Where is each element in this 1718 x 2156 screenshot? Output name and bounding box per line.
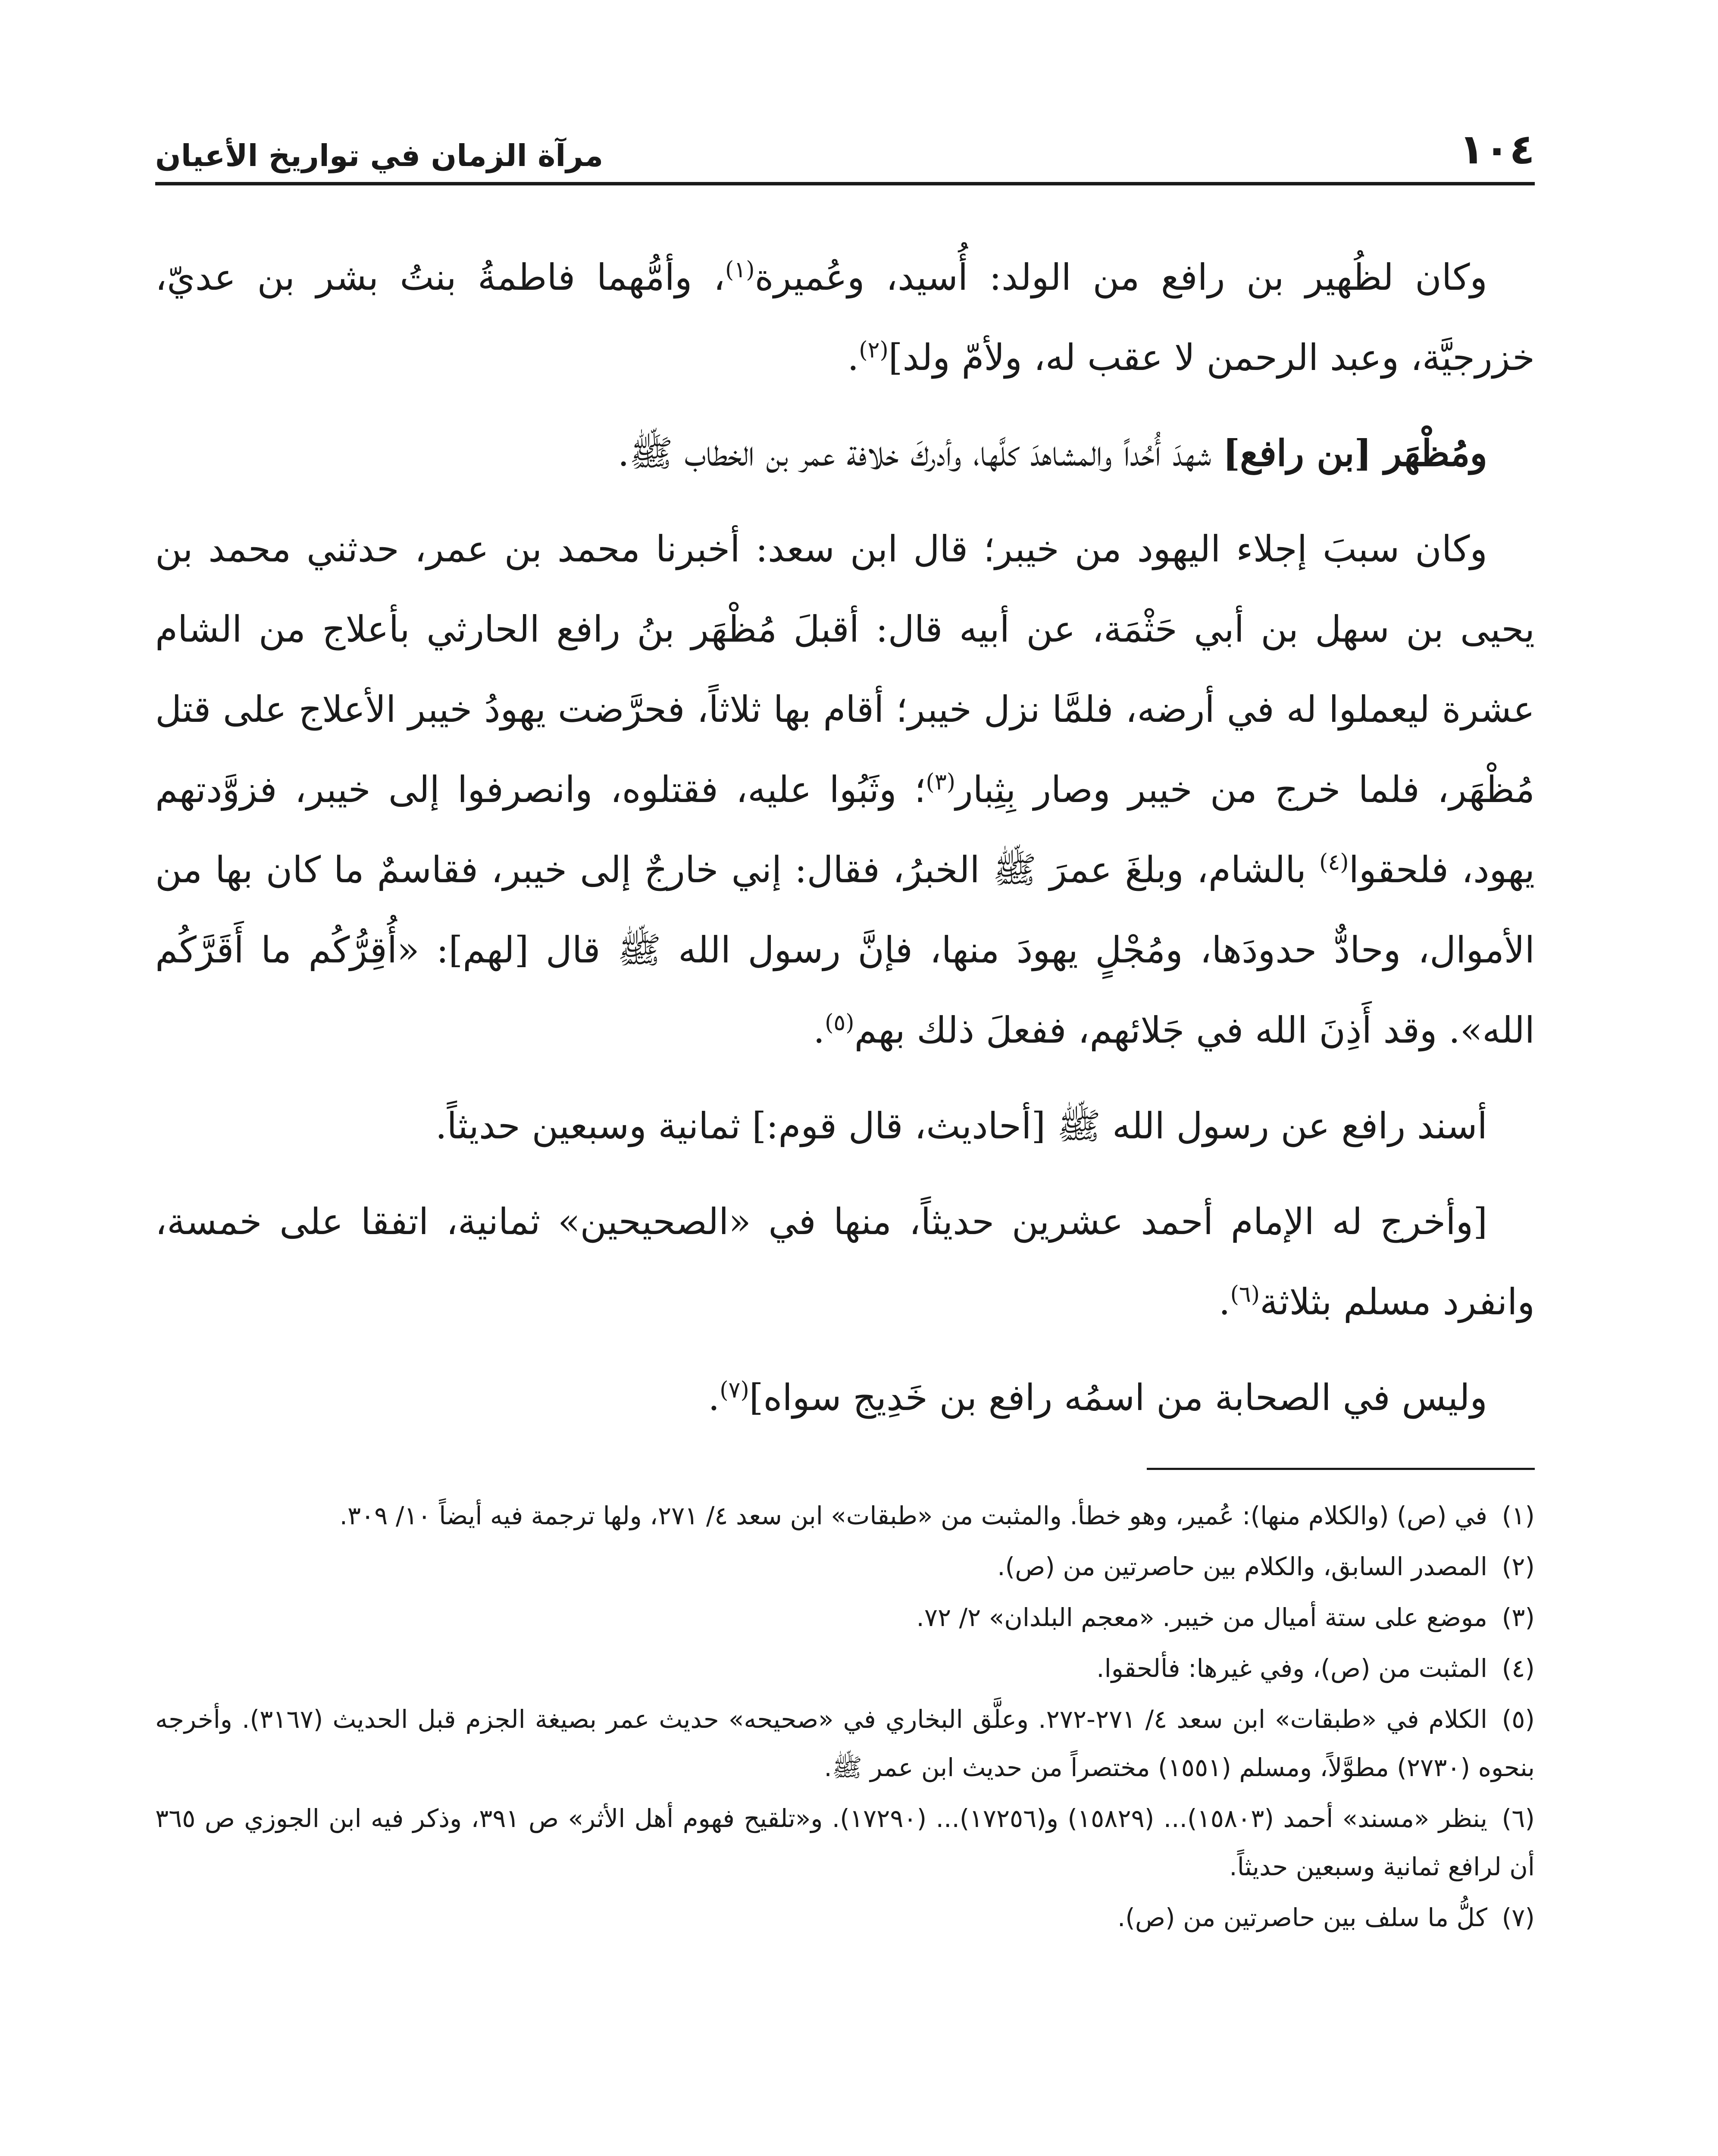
paragraph-text: ، وأمُّهما فاطمةُ بنتُ بشر بن عديّ، خزرجيَّة، وعبد الرحمن لا عقب له، ولأمّ ولد]: [155, 256, 1535, 379]
footnote-reference: (٥): [825, 1010, 854, 1036]
footnote: [155, 1644, 1535, 1692]
paragraph-text: وليس في الصحابة من اسمُه رافع بن خَدِيج سواه]: [749, 1376, 1487, 1419]
footnote-number: (١): [1502, 1501, 1535, 1530]
paragraph: [155, 509, 1535, 1070]
page-header: [155, 112, 1535, 185]
footnote-text: المصدر السابق، والكلام بين حاصرتين من (ص).: [997, 1552, 1487, 1581]
paragraph-text: بالشام، وبلغَ عمرَ ﷺ الخبرُ، فقال: إني خارجٌ إلى خيبر، فقاسمٌ ما كان بها من الأموال، وحادٌّ حدودَها، ومُجْلٍ يهودَ منها، فإنَّ رسول الله ﷺ قال [لهم]: «أُقِرُّكُم ما أَقَرَّكُم الله». وقد أَذِنَ الله في جَلائهم، ففعلَ ذلك بهم: [155, 849, 1535, 1051]
footnote-text: كلُّ ما سلف بين حاصرتين من (ص).: [1117, 1903, 1487, 1932]
entry-heading: ومُظْهَر [بن رافع]: [1223, 432, 1487, 474]
footnote-number: (٦): [1502, 1804, 1535, 1833]
book-page: [155, 112, 1535, 2156]
footnote-text: المثبت من (ص)، وفي غيرها: فألحقوا.: [1096, 1654, 1487, 1683]
footnote-number: (٢): [1502, 1552, 1535, 1581]
footnotes: [155, 1492, 1535, 1942]
footnote-reference: (٢): [859, 337, 889, 363]
paragraph-text: أسند رافع عن رسول الله ﷺ [أحاديث، قال قوم:] ثمانية وسبعين حديثاً.: [435, 1105, 1487, 1147]
paragraph-text: .: [708, 1376, 720, 1419]
footnote-text: في (ص) (والكلام منها): عُمير، وهو خطأ. والمثبت من «طبقات» ابن سعد ٤/ ٢٧١، ولها ترجمة فيه أيضاً ١٠/ ٣٠٩.: [339, 1501, 1487, 1530]
paragraph-text: ؛ وثَبُوا عليه، فقتلوه، وانصرفوا إلى خيبر، فزوَّدتهم يهود، فلحقوا: [155, 768, 1535, 891]
footnote: [155, 1794, 1535, 1891]
footnote-number: (٧): [1502, 1903, 1535, 1932]
paragraph: [155, 1357, 1535, 1438]
footnote: [155, 1695, 1535, 1792]
footnote-number: (٥): [1502, 1705, 1535, 1734]
running-title: مرآة الزمان في تواريخ الأعيان: [155, 138, 604, 173]
paragraph: [155, 237, 1535, 398]
paragraph-text: .: [1218, 1281, 1230, 1323]
main-text: [155, 237, 1535, 1438]
footnote-reference: (٣): [926, 769, 956, 795]
paragraph-text: شهدَ أُحُداً والمشاهدَ كلَّها، وأدركَ خلافة عمر بن الخطاب ﷺ.: [617, 432, 1223, 474]
paragraph: [155, 1086, 1535, 1166]
footnote: [155, 1542, 1535, 1591]
paragraph-text: [وأخرج له الإمام أحمد عشرين حديثاً، منها في «الصحيحين» ثمانية، اتفقا على خمسة، وانفرد مسلم بثلاثة: [155, 1200, 1535, 1323]
footnote: [155, 1492, 1535, 1540]
paragraph-text: .: [847, 336, 859, 379]
footnote-reference: (٦): [1230, 1282, 1260, 1307]
footnote-reference: (٤): [1319, 849, 1349, 875]
footnote-text: ينظر «مسند» أحمد (١٥٨٠٣)... (١٥٨٢٩) و(١٧٢٥٦)... (١٧٢٩٠). و«تلقيح فهوم أهل الأثر» ص ٣٩١، وذكر فيه ابن الجوزي ص ٣٦٥ أن لرافع ثمانية وسبعين حديثاً.: [155, 1804, 1535, 1881]
footnote-number: (٤): [1502, 1654, 1535, 1683]
paragraph: [155, 1181, 1535, 1342]
footnote-text: الكلام في «طبقات» ابن سعد ٤/ ٢٧١-٢٧٢. وعلَّق البخاري في «صحيحه» حديث عمر بصيغة الجزم قبل الحديث (٣١٦٧). وأخرجه بنحوه (٢٧٣٠) مطوَّلاً، ومسلم (١٥٥١) مختصراً من حديث ابن عمر ﷺ.: [155, 1705, 1535, 1782]
paragraph-text: وكان لظُهير بن رافع من الولد: أُسيد، وعُميرة: [754, 256, 1487, 298]
footnote-text: موضع على ستة أميال من خيبر. «معجم البلدان» ٢/ ٧٢.: [916, 1603, 1487, 1632]
footnote-divider: [1147, 1468, 1535, 1470]
page-number: ١٠٤: [1459, 125, 1535, 173]
paragraph-text: .: [813, 1009, 825, 1051]
paragraph: [155, 413, 1535, 493]
footnote-reference: (٧): [720, 1377, 749, 1403]
footnote-reference: (١): [725, 257, 755, 283]
paragraph-text: وكان سببَ إجلاء اليهود من خيبر؛ قال ابن سعد: أخبرنا محمد بن عمر، حدثني محمد بن يحيى بن سهل بن أبي حَثْمَة، عن أبيه قال: أقبلَ مُظْهَر بنُ رافع الحارثي بأعلاج من الشام عشرة ليعملوا له في أرضه، فلمَّا نزل خيبر؛ أقام بها ثلاثاً، فحرَّضت يهودُ خيبر الأعلاج على قتل مُظْهَر، فلما خرج من خيبر وصار بِثِبار: [155, 528, 1535, 811]
footnote: [155, 1893, 1535, 1942]
footnote-number: (٣): [1502, 1603, 1535, 1632]
footnote: [155, 1593, 1535, 1642]
